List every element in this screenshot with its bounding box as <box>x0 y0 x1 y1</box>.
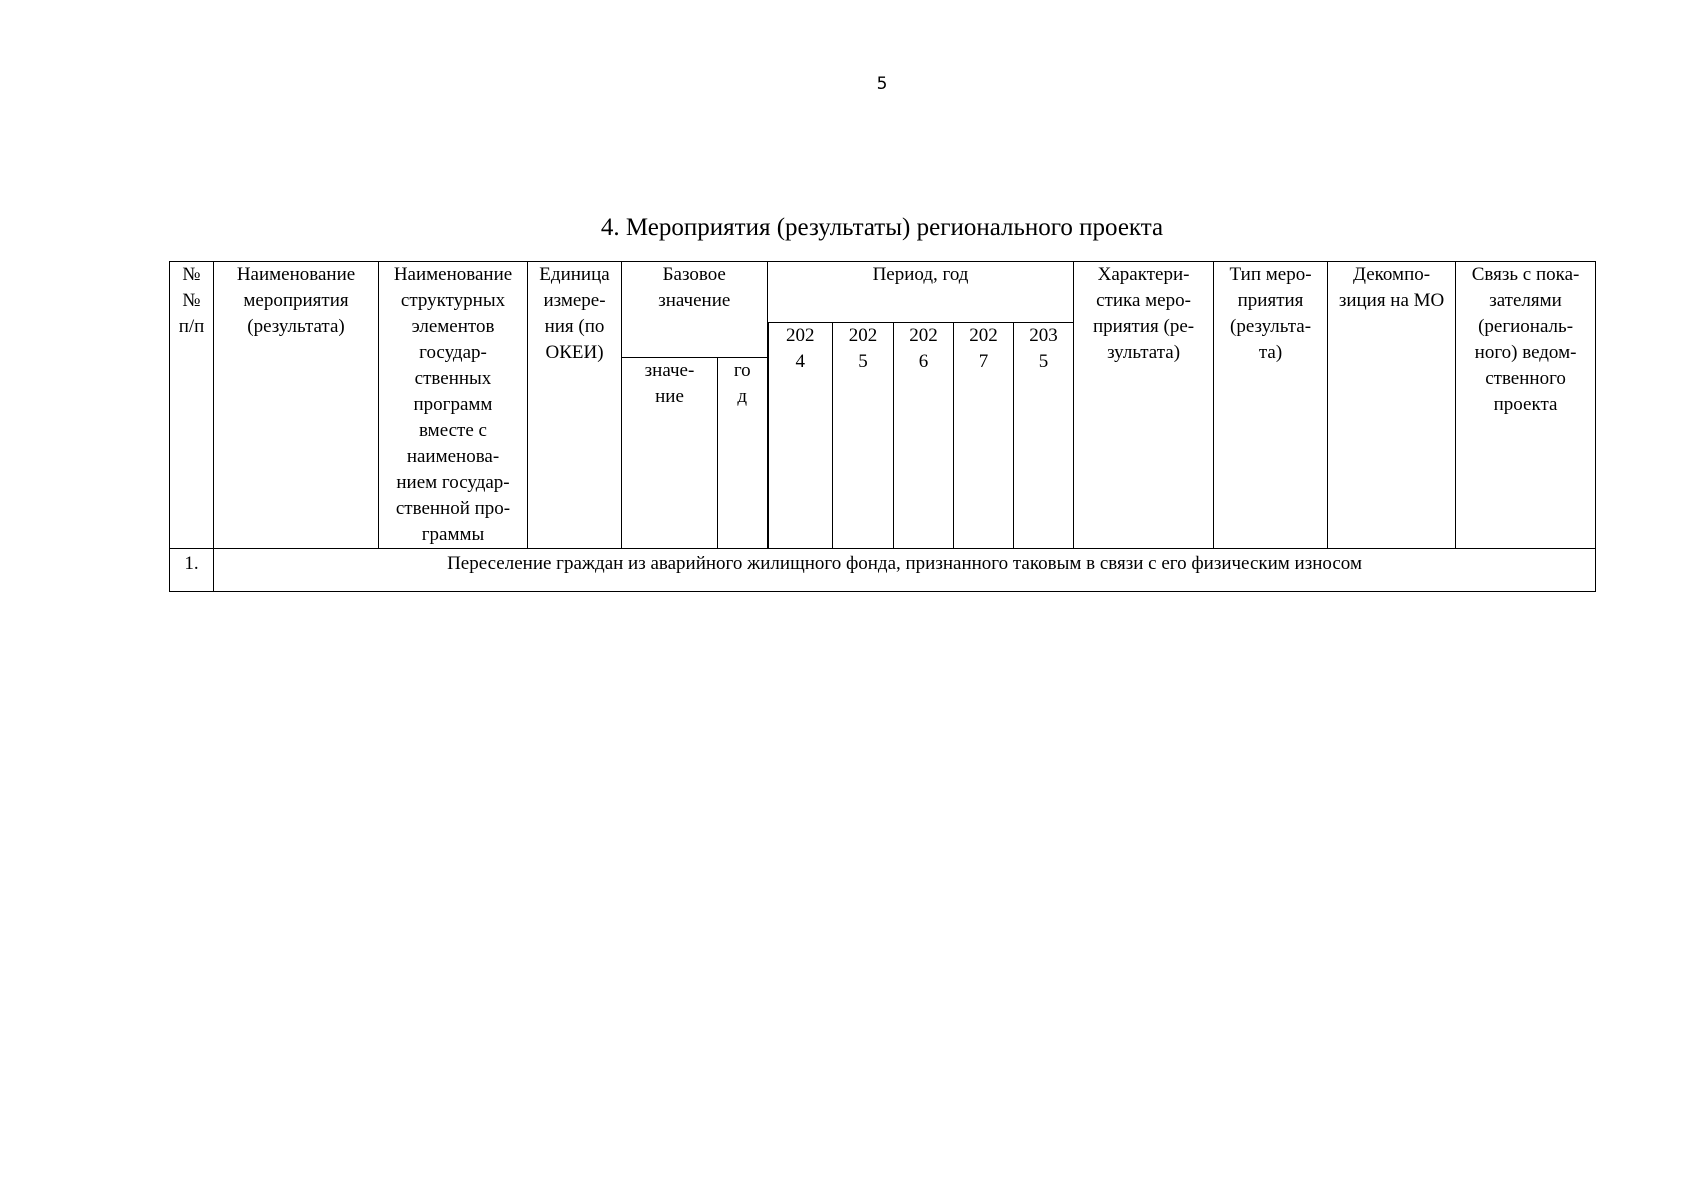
header-text-line: измере- <box>543 290 606 311</box>
header-text-line: Наименование <box>236 264 356 285</box>
header-period <box>768 262 1074 323</box>
header-text-line: д <box>737 386 748 407</box>
header-text-line: ственных <box>414 368 492 389</box>
section-title: 4. Мероприятия (результаты) регионального проекта <box>600 214 1164 241</box>
header-text-line: стика меро- <box>1096 290 1191 311</box>
header-text-line: 5 <box>1038 351 1049 372</box>
header-text-line: 202 <box>969 325 998 346</box>
measures-table <box>169 261 1596 592</box>
header-text-line: (региональ- <box>1478 316 1574 337</box>
header-text-line: ние <box>655 386 684 407</box>
header-text-line: 202 <box>848 325 878 346</box>
header-text-line: зиция на МО <box>1338 290 1445 311</box>
header-text-line: Базовое <box>662 264 726 285</box>
header-text-line: № <box>182 264 201 285</box>
header-structural-elements <box>379 262 528 549</box>
header-text-line: 4 <box>795 351 806 372</box>
header-text-line: элементов <box>411 316 495 337</box>
header-text-line: Наименование <box>393 264 513 285</box>
header-text-line: 203 <box>1029 325 1058 346</box>
header-text-line: приятия <box>1237 290 1304 311</box>
header-text-line: Период, год <box>872 264 969 285</box>
page-number: 5 <box>876 74 888 94</box>
header-text-line: (результа- <box>1230 316 1312 337</box>
header-year-2025 <box>833 323 894 549</box>
header-characteristic <box>1074 262 1214 549</box>
header-text-line: ственного <box>1485 368 1566 389</box>
header-text-line: п/п <box>178 316 205 337</box>
header-text-line: Характери- <box>1097 264 1190 285</box>
row-text: Переселение граждан из аварийного жилищного фонда, признанного таковым в связи с его физическим износом <box>214 549 1596 592</box>
header-text-line: зателями <box>1489 290 1562 311</box>
table-row <box>170 549 1596 592</box>
header-text-line: 202 <box>786 325 815 346</box>
header-text-line: 5 <box>858 351 868 372</box>
header-text-line: наименова- <box>406 446 500 467</box>
header-year-2026 <box>894 323 954 549</box>
header-num <box>170 262 214 549</box>
header-text-line: программ <box>413 394 493 415</box>
header-year-2027 <box>954 323 1014 549</box>
header-unit <box>528 262 622 549</box>
header-text-line: Декомпо- <box>1353 264 1431 285</box>
header-text-line: 202 <box>909 325 938 346</box>
header-text-line: государ- <box>419 342 487 363</box>
header-year-2035 <box>1014 323 1074 549</box>
header-text-line: 6 <box>918 351 929 372</box>
header-text-line: 7 <box>978 351 989 372</box>
header-text-line: приятия (ре- <box>1092 316 1195 337</box>
header-text-line: зультата) <box>1107 342 1181 363</box>
header-event-type <box>1214 262 1328 549</box>
header-text-line: го <box>733 360 751 381</box>
header-text-line: граммы <box>421 524 485 545</box>
header-text-line: Связь с пока- <box>1471 264 1580 285</box>
header-text-line: ния (по <box>544 316 605 337</box>
header-text-line: та) <box>1258 342 1283 363</box>
header-text-line: нием государ- <box>396 472 510 493</box>
header-text-line: Тип меро- <box>1229 264 1312 285</box>
row-number: 1. <box>170 549 214 592</box>
header-base-value <box>622 262 768 358</box>
header-text-line: вместе с <box>419 420 487 441</box>
header-text-line: ственной про- <box>395 498 511 519</box>
header-link-indicators <box>1456 262 1596 549</box>
header-text-line: ОКЕИ) <box>545 342 604 363</box>
header-year-2024 <box>768 323 833 549</box>
header-decomposition <box>1328 262 1456 549</box>
header-text-line: структурных <box>400 290 506 311</box>
header-text-line: значение <box>658 290 731 311</box>
header-text-line: мероприятия <box>243 290 349 311</box>
header-text-line: проекта <box>1493 394 1558 415</box>
header-text-line: № <box>182 290 201 311</box>
header-base-value-value <box>622 358 718 549</box>
header-text-line: ного) ведом- <box>1474 342 1577 363</box>
header-text-line: Единица <box>539 264 610 285</box>
header-base-value-year <box>718 358 768 549</box>
header-text-line: (результата) <box>247 316 345 337</box>
header-event-name <box>214 262 379 549</box>
header-text-line: значе- <box>644 360 695 381</box>
